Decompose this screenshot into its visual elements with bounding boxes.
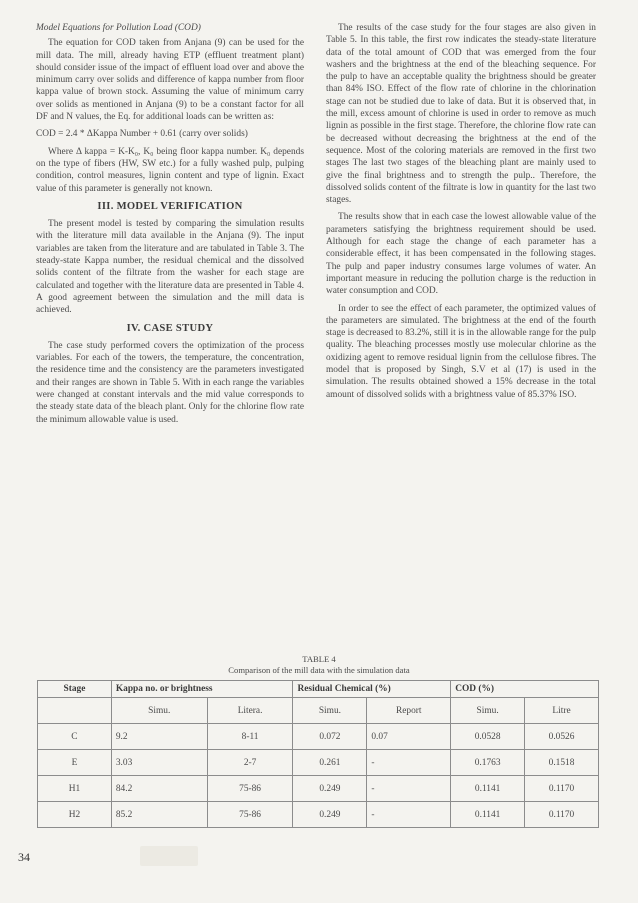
table-cell: - (367, 802, 451, 828)
cod-equation: COD = 2.4 * ΔKappa Number + 0.61 (carry over solids) (36, 129, 248, 140)
table-cell: 2-7 (207, 750, 293, 776)
subheader-cell: Litre (525, 698, 599, 724)
table-cell: 84.2 (111, 776, 207, 802)
table-cell: 0.07 (367, 724, 451, 750)
table-cell: C (38, 724, 112, 750)
paragraph: In order to see the effect of each parameter, the optimized values of the parameters are simulated. The brightness at the end of the fourth stage is decreased to 83.2%, still it is in the allowable range for the pulp quality. The bleaching processes mostly use molecular chlorine as the oxidizing agent to remove residual lignin from the cellulose fibres. The model that is proposed by Singh, S.V et al (17) is used in the simulation. The results obtained showed a 15% decrease in the total amount of dissolved solids with a brightness value of 85.37% ISO. (326, 303, 596, 400)
table-cell: 0.1141 (451, 802, 525, 828)
table-cell: 0.249 (293, 776, 367, 802)
table-cell: 0.1170 (525, 802, 599, 828)
table-cell: 75-86 (207, 776, 293, 802)
scan-smudge (140, 846, 198, 866)
table-header-row (38, 681, 599, 698)
subsection-heading: Model Equations for Pollution Load (COD) (36, 23, 201, 33)
table-cell: 0.0528 (451, 724, 525, 750)
table-cell: 8-11 (207, 724, 293, 750)
table-cell: - (367, 750, 451, 776)
table-row (38, 802, 599, 828)
table-cell: 85.2 (111, 802, 207, 828)
table-cell: 0.1170 (525, 776, 599, 802)
page-number: 34 (18, 850, 30, 864)
table-cell: 0.1141 (451, 776, 525, 802)
header-cell: Stage (38, 681, 112, 698)
table-row (38, 750, 599, 776)
table-cell: H1 (38, 776, 112, 802)
paragraph: The present model is tested by comparing the simulation results with the literature mill data available in the Anjana (9). The input variables are taken from the literature and are tabulated in Table 3. The steady-state Kappa number, the residual chemical and the dissolved solids content of the filtrate from the washer for each stage are calculated and together with the literature data are presented in Table 4. A good agreement between the simulation and the mill data is achieved. (36, 219, 304, 316)
subheader-cell: Report (367, 698, 451, 724)
table-cell: H2 (38, 802, 112, 828)
table-cell: 9.2 (111, 724, 207, 750)
header-cell: Kappa no. or brightness (111, 681, 293, 698)
table-title: Comparison of the mill data with the simulation data (228, 665, 410, 675)
left-column (36, 22, 304, 431)
section-heading: III. MODEL VERIFICATION (97, 200, 243, 212)
table-cell: - (367, 776, 451, 802)
table-cell: 0.0526 (525, 724, 599, 750)
table-cell: 0.072 (293, 724, 367, 750)
paragraph: The equation for COD taken from Anjana (9) can be used for the mill data. The mill, already having ETP (effluent treatment plant) should consider issue of the impact of effluent load over and above the minimum carry over solids and difference of kappa number from floor kappa value of brown stock. Assuming the value of minimum carry over solids as mentioned in Anjana (9) to be a constant factor for all DF and N values, the Eq. for additional loads can be written as: (36, 38, 304, 123)
comparison-table (37, 680, 599, 828)
table-cell: 0.261 (293, 750, 367, 776)
header-cell: Residual Chemical (%) (293, 681, 451, 698)
table-caption (0, 654, 638, 676)
table-cell: 0.1763 (451, 750, 525, 776)
right-column (326, 22, 596, 406)
header-cell: COD (%) (451, 681, 599, 698)
table-row (38, 776, 599, 802)
subheader-cell: Simu. (293, 698, 367, 724)
table-cell: 0.249 (293, 802, 367, 828)
paragraph: The results of the case study for the four stages are also given in Table 5. In this table, the first row indicates the steady-state literature data of the total amount of COD that was emerged from the four washers and the brightness at the end of the bleaching sequence. For the pulp to have an acceptable quality the brightness should be greater than 84% ISO. Effect of the flow rate of chlorine in the chlorination stage can not be studied due to lake of data. But it is observed that, in the mill, excess amount of chlorine is used in order to remove as much lignin as possible in the first stage. Therefore, the chlorine flow rate can be decreased without decreasing the brightness at the end of the sequence. Most of the coloring materials are removed in the first two stages The last two stages of the bleaching plant are mainly used to give the final brightness and to strength the pulp.. Therefore, the dissolved solids content of the filtrate is low in quantity for the last two stages. (326, 23, 596, 206)
table-cell: 3.03 (111, 750, 207, 776)
paragraph: The results show that in each case the lowest allowable value of the parameters satisfying the brightness requirement should be used. Although for each stage the change of each parameter has a considerable effect, it has been compensated in the following stages. The pulp and paper industry consumes large volumes of water. An important measure in reducing the pollution charge is the reduction in water consumption and COD. (326, 212, 596, 297)
table-row (38, 724, 599, 750)
paragraph: The case study performed covers the optimization of the process variables. For each of the towers, the temperature, the concentration, the residence time and the consistency are the parameters investigated and their ranges are shown in Table 5. With in each range the variables were changed at constant intervals and the mid value corresponds to the steady state data of the bleach plant. Only for the chlorine flow rate the minimum allowable value is used. (36, 340, 304, 425)
subheader-cell: Simu. (451, 698, 525, 724)
paragraph: Where Δ kappa = K-K₀, K₀ being floor kappa number. K₀ depends on the type of fibers (HW, SW etc.) for a fully washed pulp, pulping condition, control measures, lignin content and type of lignin. Exact value of this parameter is generally not known. (36, 146, 304, 194)
table-cell (38, 698, 112, 724)
subheader-cell: Simu. (111, 698, 207, 724)
subheader-cell: Litera. (207, 698, 293, 724)
section-heading: IV. CASE STUDY (126, 322, 214, 334)
table-cell: 0.1518 (525, 750, 599, 776)
table-cell: 75-86 (207, 802, 293, 828)
table-label: TABLE 4 (302, 654, 336, 664)
table-subheader-row (38, 698, 599, 724)
table-cell: E (38, 750, 112, 776)
